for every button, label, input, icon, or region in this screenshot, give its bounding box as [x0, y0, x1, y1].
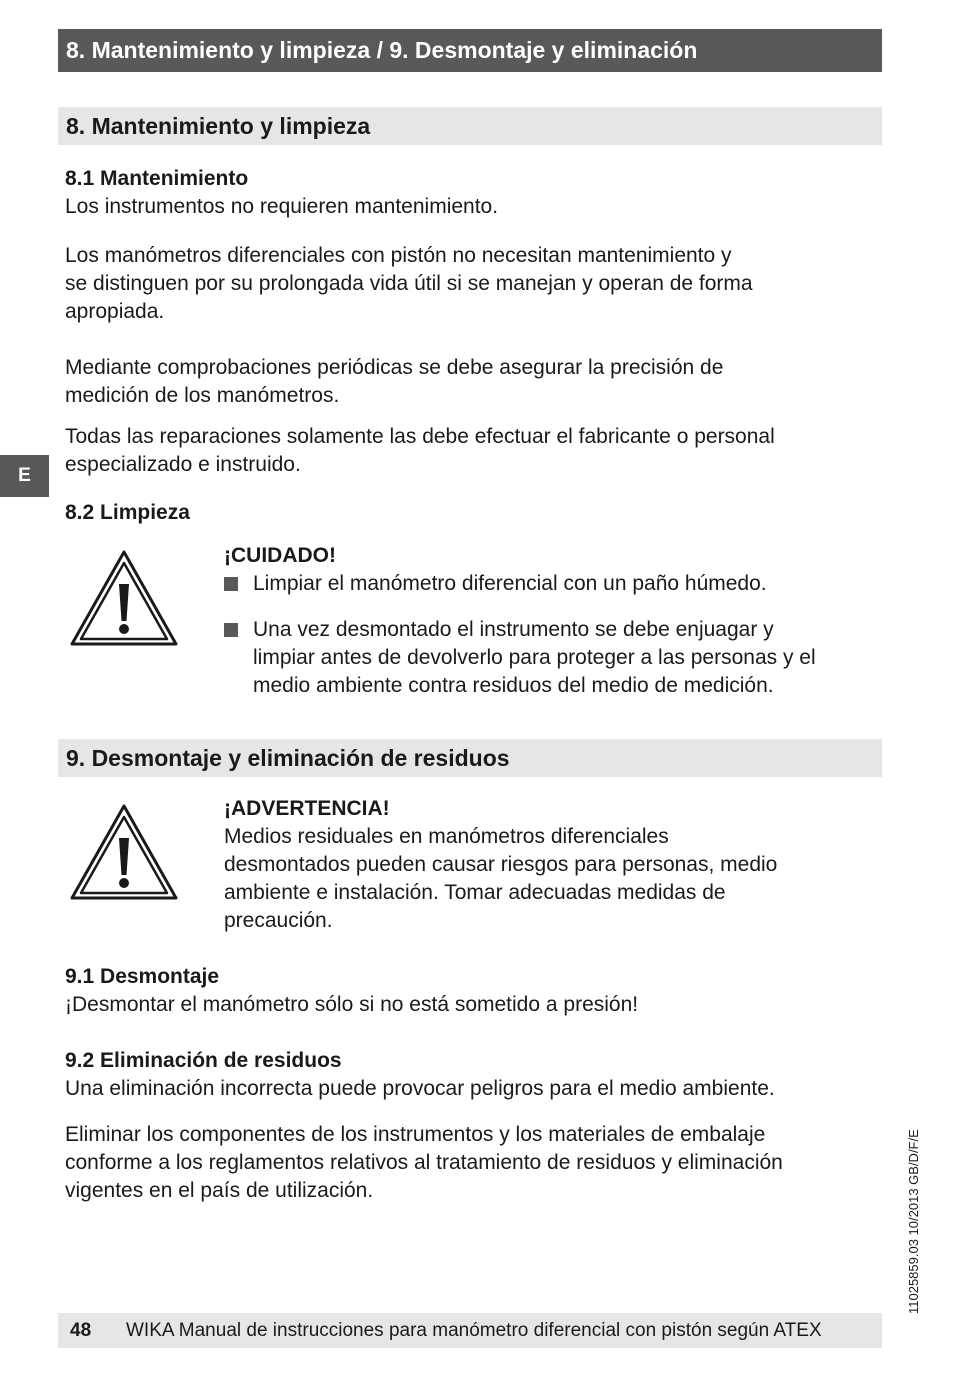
paragraph-8-1-1: Los instrumentos no requieren mantenimiento. [65, 195, 499, 218]
line: ambiente e instalación. Tomar adecuadas medidas de [224, 881, 726, 904]
line: Eliminar los componentes de los instrumentos y los materiales de embalaje [65, 1123, 766, 1146]
warning-label: ¡ADVERTENCIA! [224, 797, 390, 820]
bullet-square-icon [224, 623, 238, 637]
line: especializado e instruido. [65, 453, 301, 476]
line: limpiar antes de devolverlo para proteger a las personas y el [253, 646, 816, 669]
heading-8-1: 8.1 Mantenimiento [65, 167, 249, 190]
page-number: 48 [70, 1320, 92, 1341]
line: Medios residuales en manómetros diferenciales [224, 825, 669, 848]
line: apropiada. [65, 300, 165, 323]
document-code: 11025859.03 10/2013 GB/D/F/E [906, 1129, 921, 1314]
page-footer [58, 1313, 882, 1348]
heading-9-2: 9.2 Eliminación de residuos [65, 1049, 342, 1072]
section-9-title: 9. Desmontaje y eliminación de residuos [58, 739, 882, 777]
line: Una vez desmontado el instrumento se debe enjuagar y [253, 618, 774, 641]
line: Todas las reparaciones solamente las debe efectuar el fabricante o personal [65, 425, 775, 448]
line: vigentes en el país de utilización. [65, 1179, 374, 1202]
caution-label: ¡CUIDADO! [224, 544, 336, 567]
warning-text [224, 823, 777, 935]
list-item-text [253, 570, 873, 598]
warning-triangle-icon [69, 549, 179, 647]
page-header: 8. Mantenimiento y limpieza / 9. Desmontaje y eliminación [58, 29, 882, 72]
line: Mediante comprobaciones periódicas se debe asegurar la precisión de [65, 356, 724, 379]
footer-title: WIKA Manual de instrucciones para manómetro diferencial con pistón según ATEX [126, 1320, 822, 1341]
language-tab: E [0, 455, 49, 497]
paragraph-8-1-3 [65, 354, 723, 410]
line: medio ambiente contra residuos del medio de medición. [253, 674, 774, 697]
paragraph-9-2-2 [65, 1121, 783, 1205]
line: medición de los manómetros. [65, 384, 340, 407]
line: desmontados pueden causar riesgos para personas, medio [224, 853, 778, 876]
paragraph-8-1-4 [65, 423, 775, 479]
section-8-title: 8. Mantenimiento y limpieza [58, 107, 882, 145]
warning-triangle-icon [69, 803, 179, 901]
line: precaución. [224, 909, 333, 932]
paragraph-9-2-1: Una eliminación incorrecta puede provocar peligros para el medio ambiente. [65, 1077, 775, 1100]
line: conforme a los reglamentos relativos al tratamiento de residuos y eliminación [65, 1151, 783, 1174]
line: se distinguen por su prolongada vida útil si se manejan y operan de forma [65, 272, 753, 295]
paragraph-9-1: ¡Desmontar el manómetro sólo si no está sometido a presión! [65, 993, 639, 1016]
list-item-text [253, 616, 873, 700]
heading-8-2: 8.2 Limpieza [65, 501, 190, 524]
heading-9-1: 9.1 Desmontaje [65, 965, 220, 988]
line: Los manómetros diferenciales con pistón no necesitan mantenimiento y [65, 244, 732, 267]
line: Limpiar el manómetro diferencial con un paño húmedo. [253, 572, 767, 595]
paragraph-8-1-2 [65, 242, 753, 326]
bullet-square-icon [224, 577, 238, 591]
